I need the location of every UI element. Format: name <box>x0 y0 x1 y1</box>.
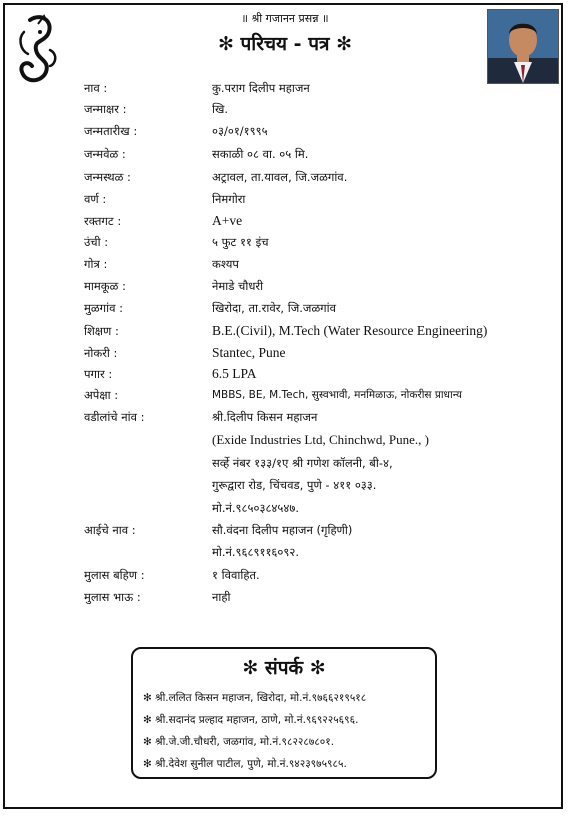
detail-row-janmakshar <box>84 99 554 119</box>
detail-row-sister <box>84 565 554 585</box>
detail-row-height <box>84 232 554 252</box>
detail-row-mother <box>84 520 554 540</box>
detail-value: B.E.(Civil), M.Tech (Water Resource Engineering) <box>212 323 488 338</box>
father-workplace: (Exide Industries Ltd, Chinchwd, Pune., ) <box>212 432 429 447</box>
detail-label: मुळगांव : <box>84 301 123 315</box>
detail-row-job <box>84 343 554 363</box>
detail-value: ५ फुट ११ इंच <box>212 235 269 249</box>
detail-value: नाही <box>212 590 231 604</box>
document-title: ✻ परिचय - पत्र ✻ <box>217 33 353 55</box>
contact-item: ✻ श्री.जे.जी.चौधरी, जळगांव, मो.नं.९८२२८७८०१. <box>143 736 335 748</box>
detail-row-mamkul <box>84 276 554 296</box>
contact-title: ✻ संपर्क ✻ <box>242 657 326 679</box>
father-address-line: गुरूद्वारा रोड, चिंचवड, पुणे - ४११ ०३३. <box>212 478 377 492</box>
detail-row-complexion <box>84 189 554 209</box>
detail-label: नोकरी : <box>84 346 118 360</box>
detail-value: MBBS, BE, M.Tech, सुस्वभावी, मनमिळाऊ, नोकरीस प्राधान्य <box>212 389 462 401</box>
detail-label: नाव : <box>84 81 108 95</box>
detail-row-father <box>84 407 554 427</box>
detail-row-education <box>84 321 554 341</box>
detail-row-salary <box>84 364 554 384</box>
mother-phone: मो.नं.९६८९११६०९२. <box>212 545 300 559</box>
detail-label: वडीलांचे नांव : <box>84 410 145 424</box>
contact-item: ✻ श्री.ललित किसन महाजन, खिरोदा, मो.नं.९७६६२१९५१८ <box>143 692 367 704</box>
detail-row-name <box>84 78 554 98</box>
detail-label: उंची : <box>84 235 109 249</box>
detail-value: १ विवाहित. <box>212 568 260 582</box>
contact-box <box>131 647 437 779</box>
detail-label: जन्मतारीख : <box>84 124 138 138</box>
detail-label: वर्ण : <box>84 192 107 206</box>
detail-label: आईचे नाव : <box>84 523 136 537</box>
detail-label: गोत्र : <box>84 257 108 271</box>
father-address-line: सर्व्हे नंबर १३३/१ए श्री गणेश कॉलनी, बी-४, <box>212 456 393 470</box>
detail-label: जन्मवेळ : <box>84 147 126 161</box>
father-phone: मो.नं.९८५०३८४५४७. <box>212 501 300 515</box>
detail-row-birthdate <box>84 121 554 141</box>
detail-label: जन्मस्थळ : <box>84 170 131 184</box>
detail-value: कश्यप <box>212 257 239 271</box>
detail-row-birthtime <box>84 144 554 164</box>
invocation-heading: ॥ श्री गजानन प्रसन्न ॥ <box>241 12 329 25</box>
detail-value: A+ve <box>212 213 243 228</box>
detail-value: खिरोदा, ता.रावेर, जि.जळगांव <box>212 301 337 315</box>
detail-label: पगार : <box>84 367 113 381</box>
detail-value: कु.पराग दिलीप महाजन <box>212 81 310 95</box>
detail-value: श्री.दिलीप किसन महाजन <box>212 410 318 424</box>
detail-value: निमगोरा <box>212 192 246 206</box>
detail-label: मुलास बहिण : <box>84 568 145 582</box>
contact-item: ✻ श्री.देवेश सुनील पाटील, पुणे, मो.नं.९४२३९७५९८५. <box>143 758 347 770</box>
detail-label: रक्तगट : <box>84 214 122 228</box>
detail-label: अपेक्षा : <box>84 388 119 402</box>
detail-row-expectations <box>84 385 554 405</box>
detail-value: ०३/०१/१९९५ <box>212 124 268 138</box>
detail-value: Stantec, Pune <box>212 345 286 360</box>
detail-row-gotra <box>84 254 554 274</box>
detail-label: मामकूळ : <box>84 279 126 293</box>
detail-row-birthplace <box>84 167 554 187</box>
detail-value: 6.5 LPA <box>212 366 257 381</box>
detail-label: मुलास भाऊ : <box>84 590 141 604</box>
detail-row-brother <box>84 587 554 607</box>
detail-value: अट्रावल, ता.यावल, जि.जळगांव. <box>212 170 348 184</box>
detail-label: शिक्षण : <box>84 324 119 338</box>
detail-value: नेमाडे चौधरी <box>212 279 264 293</box>
detail-value: सौ.वंदना दिलीप महाजन (गृहिणी) <box>212 523 353 537</box>
detail-row-native-place <box>84 298 554 318</box>
detail-value: खि. <box>212 102 229 116</box>
detail-row-blood-group <box>84 211 554 231</box>
detail-value: सकाळी ०८ वा. ०५ मि. <box>212 147 309 161</box>
detail-label: जन्माक्षर : <box>84 102 127 116</box>
contact-item: ✻ श्री.सदानंद प्रल्हाद महाजन, ठाणे, मो.नं.९६९२२५६९६. <box>143 714 359 726</box>
